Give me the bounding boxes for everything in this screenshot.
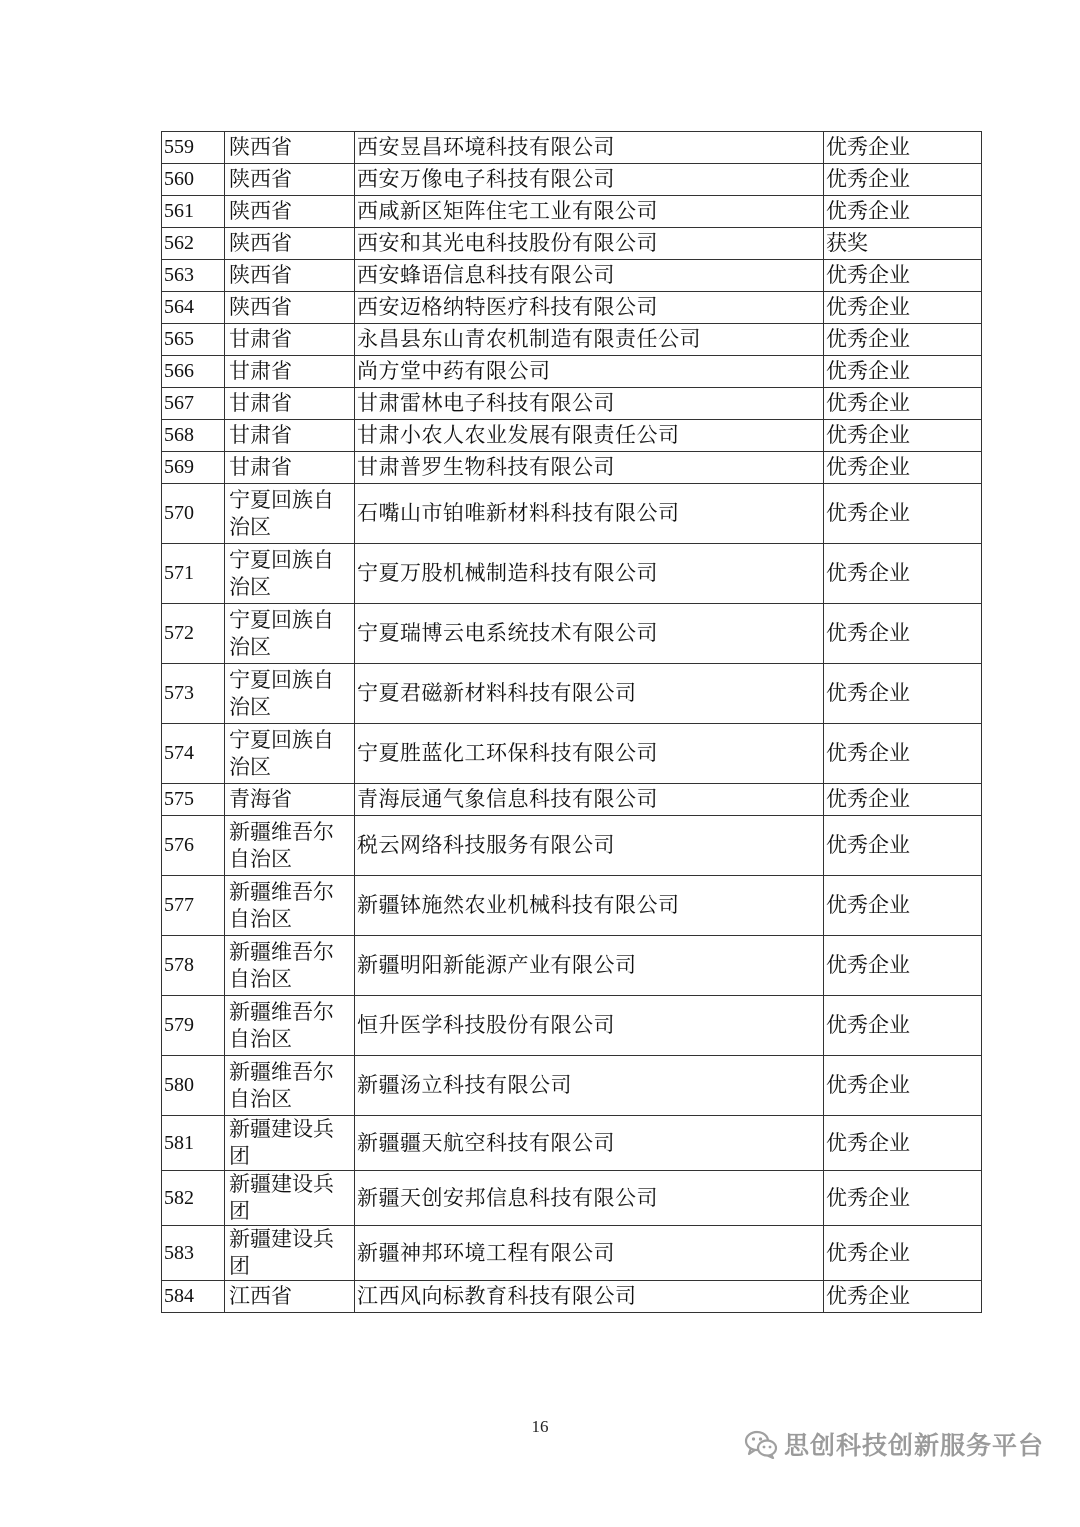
company-name-cell: 尚方堂中药有限公司 [355, 356, 824, 388]
table-row [162, 604, 982, 664]
award-cell: 优秀企业 [824, 420, 982, 452]
row-number-cell: 567 [162, 388, 225, 420]
award-cell: 优秀企业 [824, 1226, 982, 1281]
province-cell: 宁夏回族自治区 [225, 724, 355, 784]
table-row [162, 1056, 982, 1116]
row-number-cell: 570 [162, 484, 225, 544]
award-cell: 优秀企业 [824, 664, 982, 724]
watermark [744, 1426, 1044, 1462]
row-number-cell: 564 [162, 292, 225, 324]
company-name-cell: 新疆神邦环境工程有限公司 [355, 1226, 824, 1281]
results-table-body [162, 132, 982, 1313]
table-row [162, 420, 982, 452]
company-name-cell: 甘肃普罗生物科技有限公司 [355, 452, 824, 484]
province-cell: 青海省 [225, 784, 355, 816]
award-cell: 优秀企业 [824, 1116, 982, 1171]
table-row [162, 324, 982, 356]
province-cell: 甘肃省 [225, 388, 355, 420]
watermark-text: 思创科技创新服务平台 [783, 1431, 1044, 1460]
province-cell: 江西省 [225, 1281, 355, 1313]
company-name-cell: 永昌县东山青农机制造有限责任公司 [355, 324, 824, 356]
company-name-cell: 西安蜂语信息科技有限公司 [355, 260, 824, 292]
province-cell: 陕西省 [225, 132, 355, 164]
award-cell: 优秀企业 [824, 1056, 982, 1116]
company-name-cell: 西咸新区矩阵住宅工业有限公司 [355, 196, 824, 228]
row-number-cell: 568 [162, 420, 225, 452]
table-row [162, 784, 982, 816]
province-cell: 甘肃省 [225, 356, 355, 388]
award-cell: 优秀企业 [824, 1281, 982, 1313]
table-row [162, 724, 982, 784]
award-cell: 优秀企业 [824, 544, 982, 604]
row-number-cell: 572 [162, 604, 225, 664]
province-cell: 宁夏回族自治区 [225, 664, 355, 724]
row-number-cell: 566 [162, 356, 225, 388]
row-number-cell: 581 [162, 1116, 225, 1171]
row-number-cell: 569 [162, 452, 225, 484]
award-cell: 优秀企业 [824, 816, 982, 876]
award-cell: 优秀企业 [824, 784, 982, 816]
table-row [162, 260, 982, 292]
row-number-cell: 561 [162, 196, 225, 228]
row-number-cell: 571 [162, 544, 225, 604]
award-cell: 优秀企业 [824, 196, 982, 228]
company-name-cell: 宁夏万股机械制造科技有限公司 [355, 544, 824, 604]
company-name-cell: 西安万像电子科技有限公司 [355, 164, 824, 196]
row-number-cell: 580 [162, 1056, 225, 1116]
company-name-cell: 恒升医学科技股份有限公司 [355, 996, 824, 1056]
row-number-cell: 579 [162, 996, 225, 1056]
row-number-cell: 584 [162, 1281, 225, 1313]
province-cell: 甘肃省 [225, 420, 355, 452]
company-name-cell: 甘肃雷林电子科技有限公司 [355, 388, 824, 420]
table-row [162, 1171, 982, 1226]
table-row [162, 356, 982, 388]
award-cell: 优秀企业 [824, 164, 982, 196]
company-name-cell: 新疆汤立科技有限公司 [355, 1056, 824, 1116]
province-cell: 宁夏回族自治区 [225, 544, 355, 604]
province-cell: 新疆维吾尔自治区 [225, 816, 355, 876]
award-cell: 优秀企业 [824, 452, 982, 484]
award-cell: 优秀企业 [824, 604, 982, 664]
table-row [162, 292, 982, 324]
province-cell: 陕西省 [225, 164, 355, 196]
row-number-cell: 574 [162, 724, 225, 784]
row-number-cell: 562 [162, 228, 225, 260]
award-cell: 优秀企业 [824, 1171, 982, 1226]
award-cell: 优秀企业 [824, 260, 982, 292]
award-cell: 优秀企业 [824, 876, 982, 936]
row-number-cell: 560 [162, 164, 225, 196]
award-cell: 优秀企业 [824, 724, 982, 784]
company-name-cell: 税云网络科技服务有限公司 [355, 816, 824, 876]
table-row [162, 936, 982, 996]
table-row [162, 1226, 982, 1281]
wechat-icon [744, 1429, 778, 1459]
table-row [162, 132, 982, 164]
row-number-cell: 575 [162, 784, 225, 816]
company-name-cell: 西安昱昌环境科技有限公司 [355, 132, 824, 164]
province-cell: 新疆建设兵团 [225, 1226, 355, 1281]
results-table [161, 131, 982, 1313]
table-row [162, 484, 982, 544]
table-row [162, 1116, 982, 1171]
company-name-cell: 宁夏胜蓝化工环保科技有限公司 [355, 724, 824, 784]
company-name-cell: 宁夏瑞博云电系统技术有限公司 [355, 604, 824, 664]
award-cell: 优秀企业 [824, 936, 982, 996]
row-number-cell: 563 [162, 260, 225, 292]
table-row [162, 164, 982, 196]
province-cell: 新疆维吾尔自治区 [225, 876, 355, 936]
company-name-cell: 新疆钵施然农业机械科技有限公司 [355, 876, 824, 936]
table-row [162, 996, 982, 1056]
table-row [162, 452, 982, 484]
company-name-cell: 宁夏君磁新材料科技有限公司 [355, 664, 824, 724]
province-cell: 新疆建设兵团 [225, 1171, 355, 1226]
row-number-cell: 582 [162, 1171, 225, 1226]
row-number-cell: 576 [162, 816, 225, 876]
award-cell: 优秀企业 [824, 484, 982, 544]
table-row [162, 816, 982, 876]
province-cell: 宁夏回族自治区 [225, 604, 355, 664]
company-name-cell: 石嘴山市铂唯新材料科技有限公司 [355, 484, 824, 544]
award-cell: 优秀企业 [824, 292, 982, 324]
province-cell: 新疆建设兵团 [225, 1116, 355, 1171]
province-cell: 宁夏回族自治区 [225, 484, 355, 544]
province-cell: 陕西省 [225, 228, 355, 260]
award-cell: 优秀企业 [824, 996, 982, 1056]
award-cell: 优秀企业 [824, 132, 982, 164]
company-name-cell: 甘肃小农人农业发展有限责任公司 [355, 420, 824, 452]
company-name-cell: 青海辰通气象信息科技有限公司 [355, 784, 824, 816]
company-name-cell: 新疆明阳新能源产业有限公司 [355, 936, 824, 996]
row-number-cell: 578 [162, 936, 225, 996]
company-name-cell: 新疆疆天航空科技有限公司 [355, 1116, 824, 1171]
province-cell: 陕西省 [225, 260, 355, 292]
table-row [162, 228, 982, 260]
table-row [162, 664, 982, 724]
award-cell: 优秀企业 [824, 388, 982, 420]
page-number: 16 [531, 1417, 549, 1436]
province-cell: 新疆维吾尔自治区 [225, 936, 355, 996]
award-cell: 优秀企业 [824, 356, 982, 388]
table-row [162, 1281, 982, 1313]
company-name-cell: 新疆天创安邦信息科技有限公司 [355, 1171, 824, 1226]
row-number-cell: 583 [162, 1226, 225, 1281]
row-number-cell: 573 [162, 664, 225, 724]
province-cell: 甘肃省 [225, 324, 355, 356]
table-row [162, 388, 982, 420]
company-name-cell: 西安和其光电科技股份有限公司 [355, 228, 824, 260]
row-number-cell: 559 [162, 132, 225, 164]
award-cell: 获奖 [824, 228, 982, 260]
table-row [162, 876, 982, 936]
province-cell: 陕西省 [225, 292, 355, 324]
province-cell: 新疆维吾尔自治区 [225, 996, 355, 1056]
table-row [162, 544, 982, 604]
row-number-cell: 565 [162, 324, 225, 356]
company-name-cell: 西安迈格纳特医疗科技有限公司 [355, 292, 824, 324]
province-cell: 甘肃省 [225, 452, 355, 484]
award-cell: 优秀企业 [824, 324, 982, 356]
row-number-cell: 577 [162, 876, 225, 936]
company-name-cell: 江西风向标教育科技有限公司 [355, 1281, 824, 1313]
table-row [162, 196, 982, 228]
province-cell: 陕西省 [225, 196, 355, 228]
province-cell: 新疆维吾尔自治区 [225, 1056, 355, 1116]
